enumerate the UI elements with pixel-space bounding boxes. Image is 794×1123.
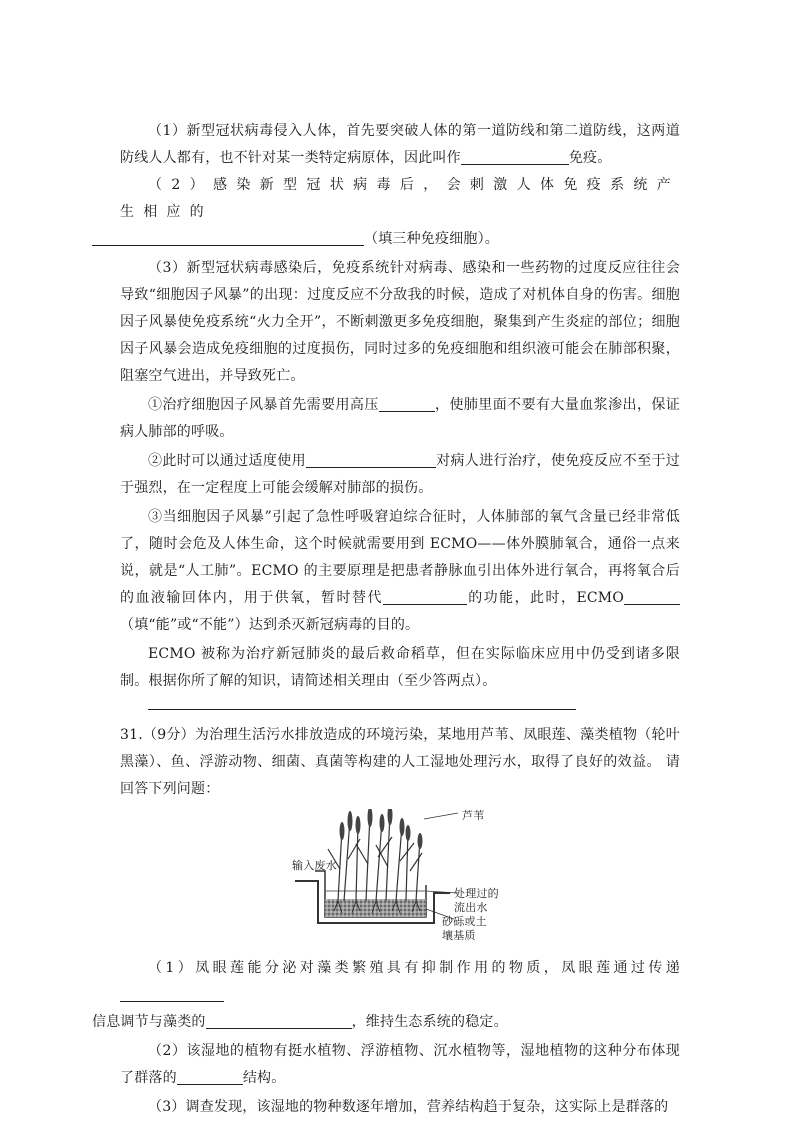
answer-blank[interactable] xyxy=(177,1068,243,1085)
answer-blank[interactable] xyxy=(461,148,569,165)
label-substrate-1: 砂砾或土 xyxy=(442,915,487,928)
q30-sub3: ③当细胞因子风暴”引起了急性呼吸窘迫综合征时，人体肺部的氧气含量已经非常低了，随时会危及人体生命，这个时候就需要用到 ECMO——体外膜肺氧合，通俗一点来说，就是“人工肺”。ECMO 的主要原理是把患者静脉血引出体外进行氧合，再将氧合后的血液输回体内，用于供氧，暂时替代 的功能，此时，ECMO（填“能”或“不能”）达到杀灭新冠病毒的目的。 xyxy=(120,509,680,633)
answer-blank[interactable] xyxy=(120,985,224,1002)
answer-blank[interactable] xyxy=(92,229,364,246)
q31-part3: （3）调查发现，该湿地的物种数逐年增加，营养结构趋于复杂，这实际上是群落的 xyxy=(148,1099,669,1115)
answer-blank[interactable] xyxy=(383,588,467,605)
q31-part1: （1）凤眼莲能分泌对藻类繁殖具有抑制作用的物质，凤眼莲通过传递 信息调节与藻类的 ，维持生态系统的稳定。 xyxy=(92,960,680,1030)
reed-seed-heads xyxy=(340,809,423,849)
answer-blank[interactable] xyxy=(624,588,680,605)
label-substrate-2: 壤基质 xyxy=(442,929,476,942)
q30-sub2: ②此时可以通过适度使用 对病人进行治疗，使免疫反应不至于过于强烈，在一定程度上可能会缓解对肺部的损伤。 xyxy=(120,453,681,496)
q30-part2: （2）感染新型冠状病毒后，会刺激人体免疫系统产生相应的 （填三种免疫细胞）。 xyxy=(120,172,680,253)
q30-part3: （3）新型冠状病毒感染后，免疫系统针对病毒、感染和一些药物的过度反应往往会导致“细胞因子风暴”的出现：过度反应不分敌我的时候，造成了对机体自身的伤害。细胞因子风暴使免疫系统“火力全开”，不断刺激更多免疫细胞，聚集到产生炎症的部位；细胞因子风暴会造成免疫细胞的过度损伤，同时过多的免疫细胞和组织液可能会在肺部积聚，阻塞空气进出，并导致死亡。 xyxy=(120,260,680,384)
page-content xyxy=(92,118,681,1121)
q30-sub1: ①治疗细胞因子风暴首先需要用高压 ，使肺里面不要有大量血浆渗出，保证病人肺部的呼吸。 xyxy=(120,397,681,440)
answer-blank[interactable] xyxy=(379,395,435,412)
answer-line[interactable] xyxy=(148,709,576,710)
q31-intro: 31.（9分）为治理生活污水排放造成的环境污染，某地用芦苇、凤眼莲、藻类植物（轮叶黑藻）、鱼、浮游动物、细菌、真菌等构建的人工湿地处理污水，取得了良好的效益。 请回答下列问题： xyxy=(120,727,680,797)
answer-blank[interactable] xyxy=(206,1012,352,1029)
label-input-wastewater: 输入废水 xyxy=(292,859,337,872)
q30-part4: ECMO 被称为治疗新冠肺炎的最后救命稻草，但在实际临床应用中仍受到诸多限制。根据你所了解的知识，请简述相关理由（至少答两点）。 xyxy=(120,646,680,689)
label-pointers xyxy=(424,813,458,919)
q30-part1: （1）新型冠状病毒侵入人体，首先要突破人体的第一道防线和第二道防线，这两道防线人人都有，也不针对某一类特定病原体，因此叫作 免疫。 xyxy=(120,123,680,166)
label-output-2: 流出水 xyxy=(454,901,488,914)
answer-blank[interactable] xyxy=(306,451,436,468)
wetland-figure xyxy=(120,809,680,949)
q31-part2: （2）该湿地的植物有挺水植物、浮游植物、沉水植物等，湿地植物的这种分布体现了群落的 结构。 xyxy=(120,1043,680,1086)
label-output-1: 处理过的 xyxy=(454,887,499,900)
label-reed: 芦苇 xyxy=(462,809,485,822)
wetland-diagram xyxy=(120,809,680,949)
